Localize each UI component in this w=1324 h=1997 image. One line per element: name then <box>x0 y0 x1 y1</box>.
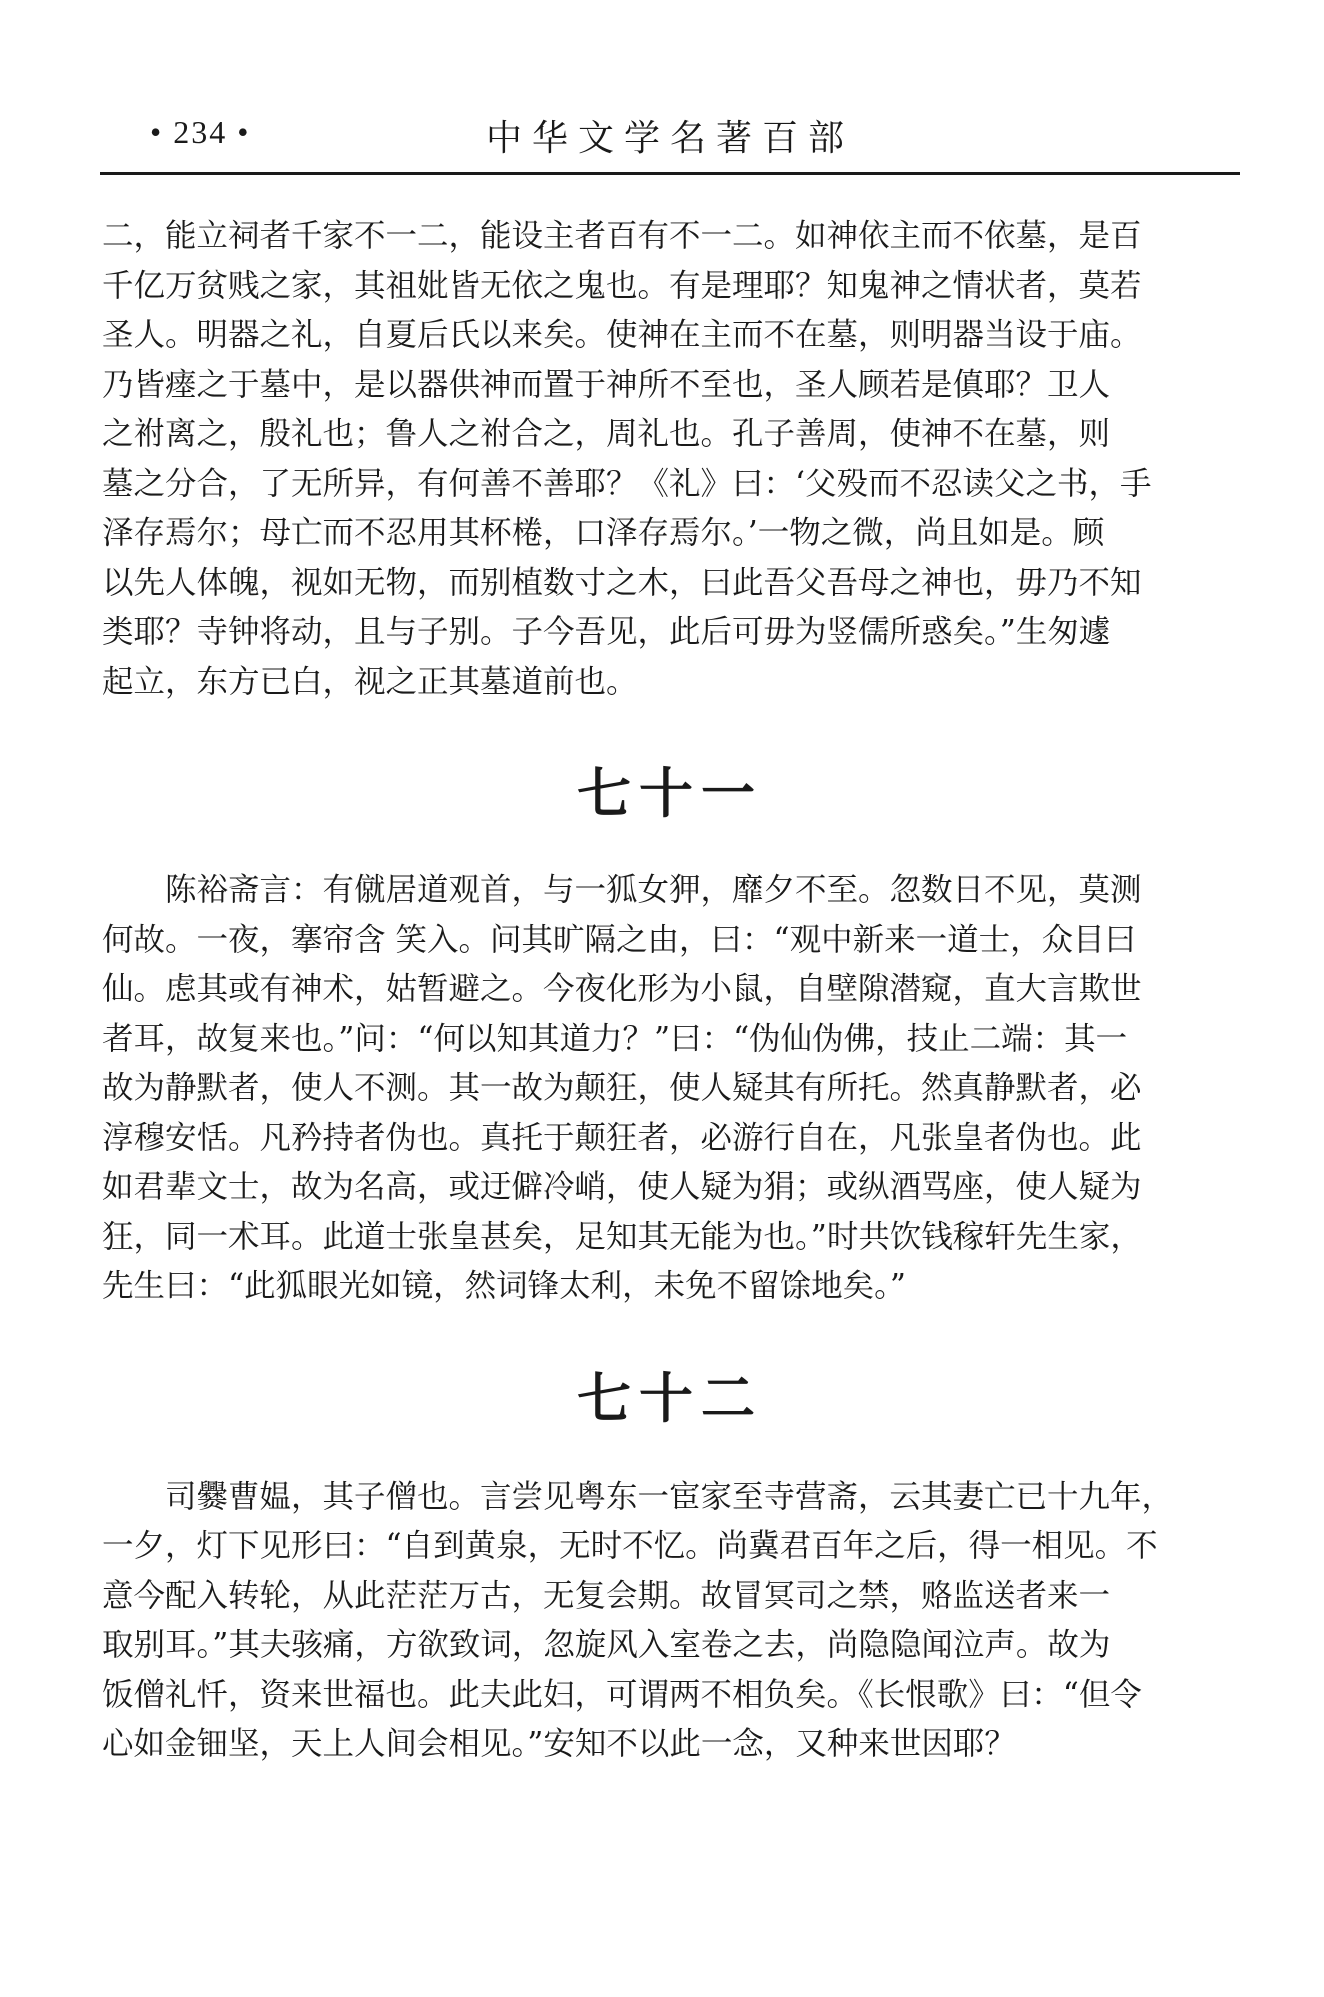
text-line: 类耶？寺钟将动，且与子别。子今吾见，此后可毋为竖儒所惑矣。”生匆遽 <box>102 614 1111 650</box>
chapter-71-title: 七十一 <box>577 762 763 825</box>
continuation-paragraph <box>102 212 1238 707</box>
text-line: 陈裕斋言：有僦居道观首，与一狐女狎，靡夕不至。忽数日不见，莫测 <box>165 872 1142 908</box>
page-number: • 234 • <box>150 114 251 150</box>
running-title: 中华文学名著百部 <box>485 118 854 159</box>
text-line: 意今配入转轮，从此茫茫万古，无复会期。故冒冥司之禁，赂监送者来一 <box>102 1577 1111 1614</box>
text-line: 取别耳。”其夫骇痛，方欲致词，忽旋风入室卷之去，尚隐隐闻泣声。故为 <box>102 1627 1111 1663</box>
text-line: 仙。虑其或有神术，姑暂避之。今夜化形为小鼠，自壁隙潜窥，直大言欺世 <box>102 971 1142 1007</box>
text-line: 如君辈文士，故为名高，或迂僻冷峭，使人疑为狷；或纵酒骂座，使人疑为 <box>102 1169 1142 1205</box>
text-line: 以先人体魄，视如无物，而别植数寸之木，曰此吾父吾母之神也，毋乃不知 <box>102 564 1142 601</box>
text-line: 饭僧礼忏，资来世福也。此夫此妇，可谓两不相负矣。《长恨歌》曰：“但令 <box>102 1676 1142 1713</box>
chapter-72-title: 七十二 <box>577 1366 763 1430</box>
text-line: 圣人。明器之礼，自夏后氏以来矣。使神在主而不在墓，则明器当设于庙。 <box>102 317 1142 353</box>
text-line: 二，能立祠者千家不一二，能设主者百有不一二。如神依主而不依墓，是百 <box>102 218 1142 254</box>
text-line: 起立，东方已白，视之正其墓道前也。 <box>102 663 638 700</box>
text-line: 狂，同一术耳。此道士张皇甚矣，足知其无能为也。”时共饮钱稼轩先生家， <box>102 1218 1142 1255</box>
text-line: 者耳，故复来也。”问：“何以知其道力？”曰：“伪仙伪佛，技止二端：其一 <box>102 1020 1128 1057</box>
text-line: 司爨曹媪，其子僧也。言尝见粤东一宦家至寺营斋，云其妻亡已十九年， <box>165 1478 1174 1515</box>
text-line: 故为静默者，使人不测。其一故为颠狂，使人疑其有所托。然真静默者，必 <box>102 1070 1142 1106</box>
text-line: 千亿万贫贱之家，其祖妣皆无依之鬼也。有是理耶？知鬼神之情状者，莫若 <box>102 267 1142 304</box>
text-line: 淳穆安恬。凡矜持者伪也。真托于颠狂者，必游行自在，凡张皇者伪也。此 <box>102 1119 1142 1156</box>
text-line: 心如金钿坚，天上人间会相见。”安知不以此一念，又种来世因耶？ <box>102 1726 1016 1762</box>
page-body <box>102 212 1238 1770</box>
text-line: 何故。一夜，搴帘含 笑入。问其旷隔之由，曰：“观中新来一道士，众目曰 <box>102 921 1137 958</box>
text-line: 乃皆瘗之于墓中，是以器供神而置于神所不至也，圣人顾若是傎耶？卫人 <box>102 366 1111 403</box>
chapter-71-paragraph <box>102 866 1238 1312</box>
text-line: 墓之分合，了无所异，有何善不善耶？《礼》曰：‘父殁而不忍读父之书，手 <box>102 465 1152 502</box>
text-line: 先生曰：“此狐眼光如镜，然词锋太利，未免不留馀地矣。” <box>102 1268 906 1304</box>
text-line: 之祔离之，殷礼也；鲁人之祔合之，周礼也。孔子善周，使神不在墓，则 <box>102 416 1111 452</box>
chapter-72-paragraph <box>102 1473 1238 1770</box>
text-line: 泽存焉尔；母亡而不忍用其杯棬，口泽存焉尔。’一物之微，尚且如是。顾 <box>102 515 1105 551</box>
page-header <box>100 102 1240 175</box>
text-line: 一夕，灯下见形曰：“自到黄泉，无时不忆。尚冀君百年之后，得一相见。不 <box>102 1528 1158 1564</box>
